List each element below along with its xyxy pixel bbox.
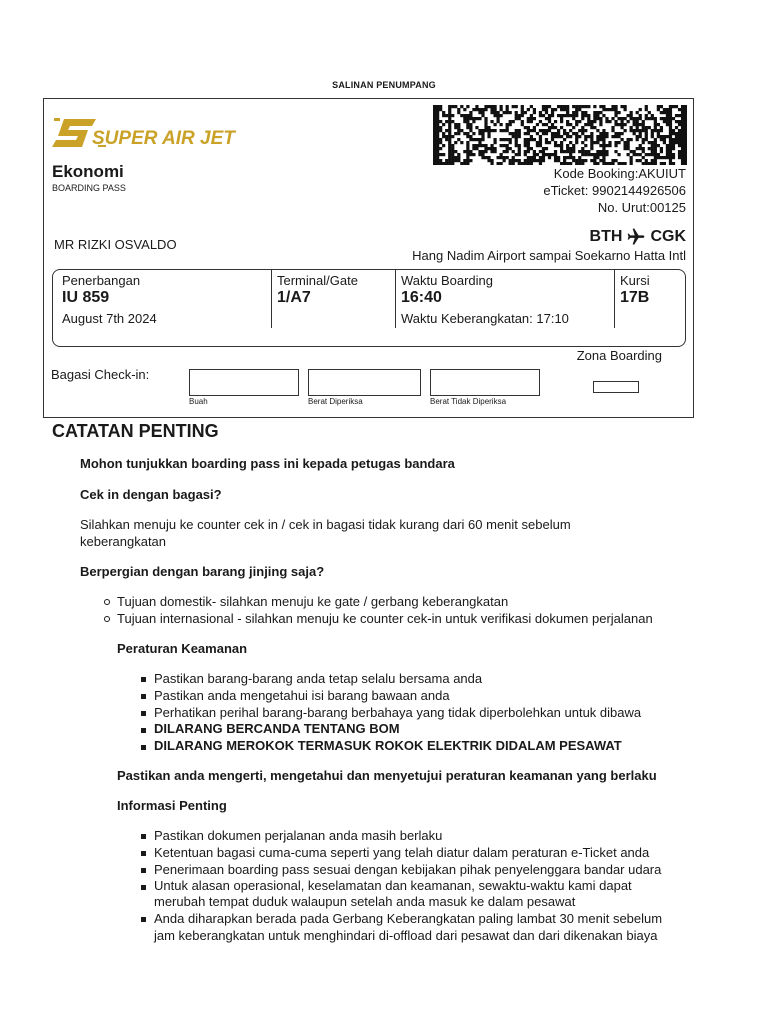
answer-baggage-line: keberangkatan (80, 534, 167, 549)
list-item: Pastikan barang-barang anda tetap selalu bersama anda (154, 671, 483, 686)
notes-intro: Mohon tunjukkan boarding pass ini kepada petugas bandara (80, 456, 455, 471)
seat-cell (620, 270, 680, 332)
divider (395, 270, 396, 328)
eticket-number: eTicket: 9902144926506 (543, 183, 686, 198)
baggage-pieces-box (189, 369, 299, 396)
passenger-name: MR RIZKI OSVALDO (54, 237, 177, 252)
list-item: DILARANG BERCANDA TENTANG BOM (154, 721, 400, 736)
list-item: Pastikan dokumen perjalanan anda masih berlaku (154, 828, 443, 843)
list-item-continuation: jam keberangkatan untuk menghindari di-offload dari pesawat dan dari dikenakan biaya (154, 928, 658, 943)
route (590, 227, 686, 247)
boarding-time: 16:40 (401, 289, 442, 306)
list-item: Tujuan internasional - silahkan menuju ke counter cek-in untuk verifikasi dokumen perjalanan (117, 611, 653, 626)
sequence-number: No. Urut:00125 (597, 200, 686, 215)
boarding-label: Waktu Boarding (401, 273, 494, 288)
baggage-label: Bagasi Check-in: (51, 367, 150, 382)
square-bullet (141, 851, 146, 856)
seat-number: 17B (620, 289, 650, 306)
terminal-label: Terminal/Gate (277, 273, 358, 288)
divider (614, 270, 615, 328)
info-title: Informasi Penting (117, 798, 227, 813)
baggage-checked-weight-box (308, 369, 421, 396)
baggage-unchecked-weight-label: Berat Tidak Diperiksa (430, 397, 507, 406)
boarding-cell (401, 270, 611, 332)
square-bullet (141, 868, 146, 873)
flight-cell (62, 270, 272, 332)
square-bullet (141, 885, 146, 890)
baggage-pieces-label: Buah (189, 397, 208, 406)
list-item-continuation: merubah tempat duduk walaupun setelah anda masuk ke dalam pesawat (154, 894, 576, 909)
list-item: Pastikan anda mengetahui isi barang bawaan anda (154, 688, 450, 703)
baggage-checked-weight-label: Berat Diperiksa (308, 397, 363, 406)
barcode-image (433, 105, 687, 165)
list-item: Ketentuan bagasi cuma-cuma seperti yang telah diatur dalam peraturan e-Ticket anda (154, 845, 650, 860)
square-bullet (141, 677, 146, 682)
list-item: DILARANG MEROKOK TERMASUK ROKOK ELEKTRIK DIDALAM PESAWAT (154, 738, 622, 753)
departure-time: Waktu Keberangkatan: 17:10 (401, 311, 569, 326)
flight-info-box (52, 269, 686, 347)
notes-title: CATATAN PENTING (52, 421, 219, 441)
destination-code: CGK (650, 228, 686, 245)
security-confirm: Pastikan anda mengerti, mengetahui dan menyetujui peraturan keamanan yang berlaku (117, 768, 657, 783)
square-bullet (141, 917, 146, 922)
flight-label: Penerbangan (62, 273, 141, 288)
terminal-gate: 1/A7 (277, 289, 311, 306)
booking-code: Kode Booking:AKUIUT (553, 166, 686, 181)
flight-number: IU 859 (62, 289, 110, 306)
flight-date: August 7th 2024 (62, 311, 157, 326)
seat-label: Kursi (620, 273, 650, 288)
list-item: Anda diharapkan berada pada Gerbang Keberangkatan paling lambat 30 menit sebelum (154, 911, 663, 926)
square-bullet (141, 694, 146, 699)
security-title: Peraturan Keamanan (117, 641, 248, 656)
question-baggage: Cek in dengan bagasi? (80, 487, 222, 502)
list-item: Tujuan domestik- silahkan menuju ke gate / gerbang keberangkatan (117, 594, 509, 609)
list-item: Perhatikan perihal barang-barang berbahaya yang tidak diperbolehkan untuk dibawa (154, 705, 642, 720)
circle-bullet (104, 616, 110, 622)
square-bullet (141, 711, 146, 716)
route-description: Hang Nadim Airport sampai Soekarno Hatta Intl (412, 248, 686, 263)
plane-icon (625, 227, 647, 247)
list-item: Penerimaan boarding pass sesuai dengan kebijakan pihak penyelenggara bandar udara (154, 862, 662, 877)
baggage-unchecked-weight-box (430, 369, 540, 396)
square-bullet (141, 728, 146, 733)
boarding-pass-card (43, 98, 694, 418)
boarding-zone-box (593, 381, 639, 393)
super-air-jet-logo (52, 115, 272, 151)
terminal-cell (277, 270, 397, 332)
list-item: Untuk alasan operasional, keselamatan dan keamanan, sewaktu-waktu kami dapat (154, 878, 632, 893)
travel-class: Ekonomi (52, 162, 124, 181)
document-type: BOARDING PASS (52, 183, 126, 193)
square-bullet (141, 745, 146, 750)
divider (271, 270, 272, 328)
square-bullet (141, 834, 146, 839)
question-carry-on: Berpergian dengan barang jinjing saja? (80, 564, 325, 579)
circle-bullet (104, 599, 110, 605)
boarding-zone-label: Zona Boarding (576, 348, 662, 363)
answer-baggage-line: Silahkan menuju ke counter cek in / cek in bagasi tidak kurang dari 60 menit sebelum (80, 517, 571, 532)
origin-code: BTH (589, 228, 623, 245)
brand-name-text: SUPER AIR JET (92, 128, 235, 149)
copy-label: SALINAN PENUMPANG (332, 80, 436, 90)
